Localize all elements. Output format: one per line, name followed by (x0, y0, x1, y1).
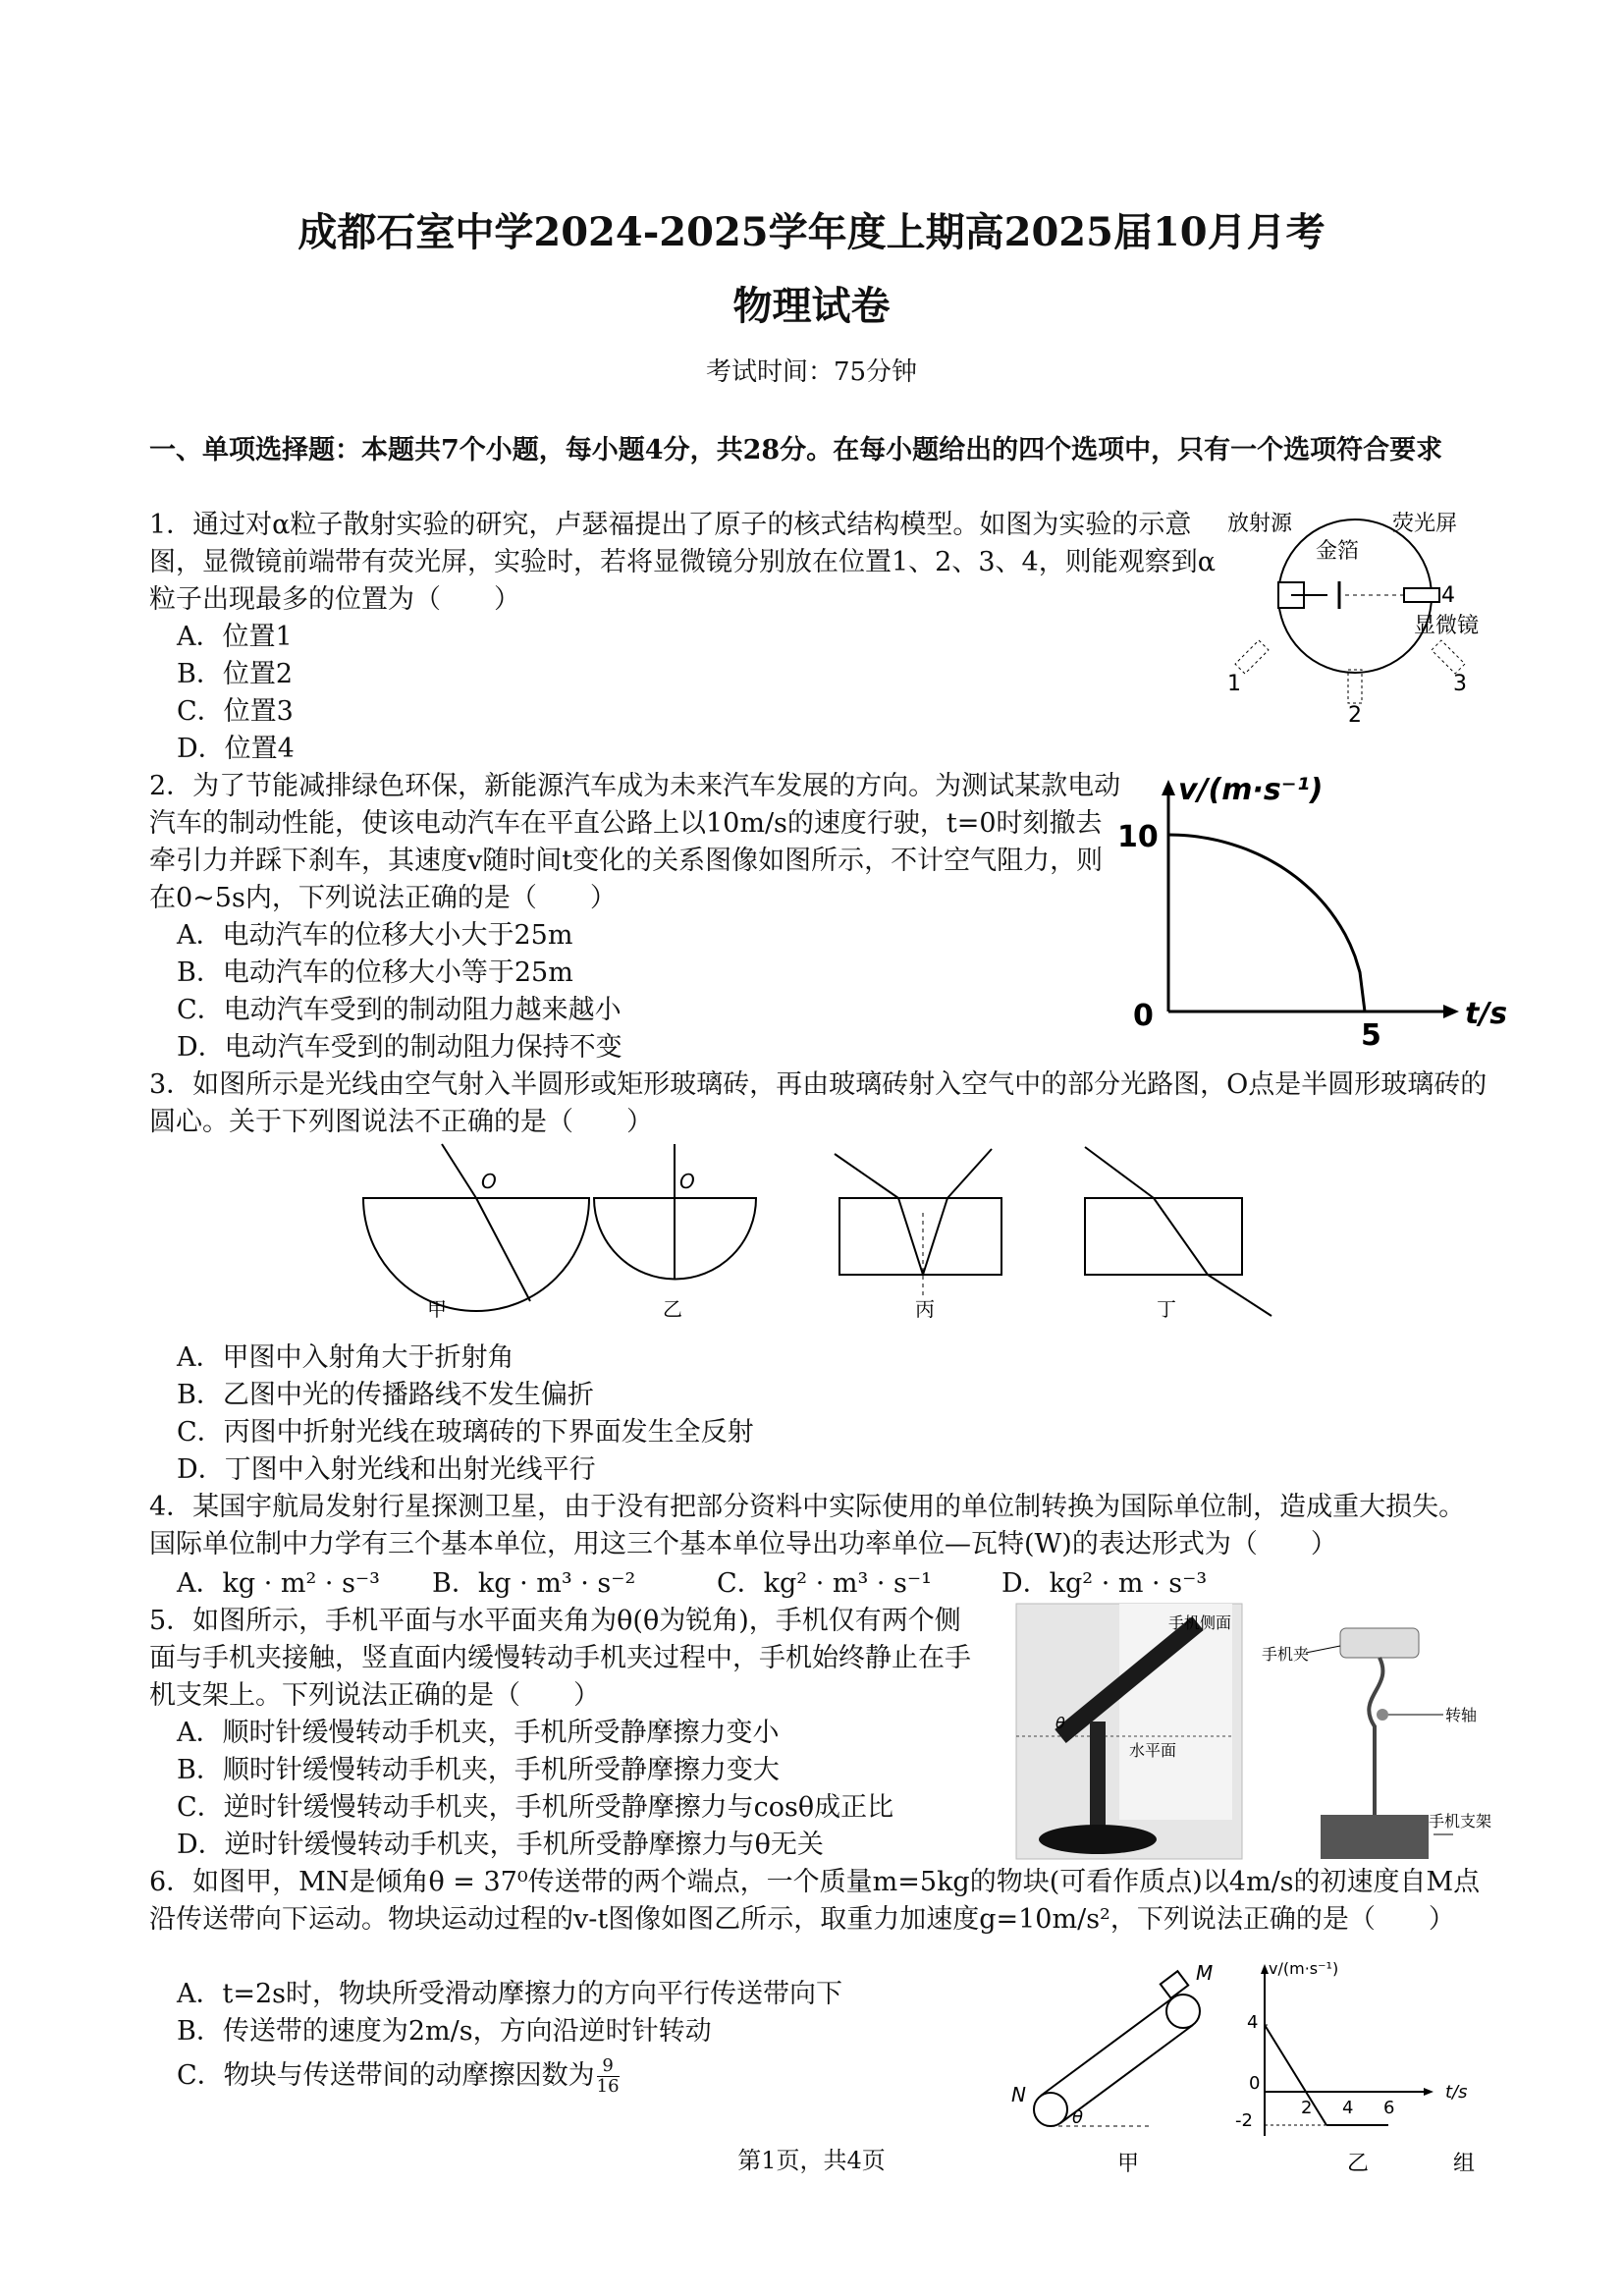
q1-microscope-1 (1235, 640, 1269, 674)
q6-y-arrow (1261, 1964, 1269, 1974)
q4-stem: 4．某国宇航局发射行星探测卫星，由于没有把部分资料中实际使用的单位制转换为国际单位制，造成重大损失。国际单位制中力学有三个基本单位，用这三个基本单位导出功率单位—瓦特(W)的表达形式为（ ） (149, 1492, 1466, 1559)
q3-bing-incident (835, 1154, 898, 1198)
q6-stem: 6．如图甲，MN是倾角θ = 37⁰传送带的两个端点，一个质量m=5kg的物块(可看作质点)以4m/s的初速度自M点沿传送带向下运动。物块运动过程的v-t图像如图乙所示，取重力加速度g=10m/s²，下列说法正确的是（ ） (149, 1867, 1481, 1935)
q6-caption-yi: 乙 (1347, 2152, 1370, 2176)
q5-option-b: B．顺时针缓慢转动手机夹，手机所受静摩擦力变大 (177, 1755, 780, 1785)
q1-option-c: C．位置3 (177, 696, 294, 727)
q1-figure (1217, 501, 1502, 727)
page-number: 第1页，共4页 (737, 2147, 886, 2174)
section-heading: 一、单项选择题：本题共7个小题，每小题4分，共28分。在每小题给出的四个选项中，只有一个选项符合要求 (149, 435, 1443, 465)
q5-clip (1340, 1628, 1419, 1658)
q3-figure-jia (363, 1144, 589, 1321)
q5-stem: 5．如图所示，手机平面与水平面夹角为θ(θ为锐角)，手机仅有两个侧面与手机夹接触，竖直面内缓慢转动手机夹过程中，手机始终静止在手机支架上。下列说法正确的是（ ） (149, 1606, 971, 1711)
q6-chart-ylabel: v/(m·s⁻¹) (1269, 1959, 1339, 1978)
q3-caption-ding: 丁 (1157, 1297, 1176, 1321)
q1-microscope-4 (1404, 588, 1439, 602)
q4-option-d: D．kg² · m · s⁻³ (1001, 1568, 1208, 1599)
q6-chart-ytop: 4 (1247, 2012, 1259, 2033)
q5-label-stand: 手机支架 (1429, 1812, 1492, 1831)
q5-label-clip: 手机夹 (1262, 1645, 1310, 1664)
q3-figure-yi (594, 1144, 756, 1321)
q6-chart-xtick-6: 6 (1383, 2098, 1395, 2118)
q3-jia-incident (442, 1144, 476, 1198)
q3-caption-bing: 丙 (915, 1297, 935, 1321)
q3-caption-yi: 乙 (663, 1297, 682, 1321)
q1-label-2: 2 (1348, 703, 1362, 728)
q2-origin-label: 0 (1133, 999, 1154, 1033)
q3-option-d: D．丁图中入射光线和出射光线平行 (177, 1454, 596, 1485)
q3-figures (344, 1139, 1306, 1336)
q6-fraction-num: 9 (597, 2056, 620, 2077)
q6-option-c (177, 2056, 620, 2097)
q3-ding-incident (1085, 1147, 1154, 1198)
page-title: 物理试卷 (732, 283, 891, 329)
q1-option-a: A．位置1 (177, 622, 293, 652)
q2-option-b: B．电动汽车的位移大小等于25m (177, 957, 573, 988)
q2-stem: 2．为了节能减排绿色环保，新能源汽车成为未来汽车发展的方向。为测试某款电动汽车的制动性能，使该电动汽车在平直公路上以10m/s的速度行驶，t=0时刻撤去牵引力并踩下刹车，其速度v随时间t变化的关系图像如图所示，不计空气阻力，则在0~5s内，下列说法正确的是（ ） (149, 771, 1121, 913)
q3-ding-inside (1154, 1198, 1208, 1275)
q5-label-axis: 转轴 (1445, 1706, 1478, 1724)
q3-yi-o: O (679, 1170, 695, 1193)
q5-stand-body (1321, 1815, 1429, 1859)
q6-caption-jia: 甲 (1117, 2152, 1140, 2176)
q6-chart-xtick-2: 2 (1301, 2098, 1313, 2118)
q4-option-c: C．kg² · m³ · s⁻¹ (717, 1568, 932, 1599)
exam-title: 成都石室中学2024-2025学年度上期高2025届10月月考 (298, 209, 1325, 255)
q1-stem: 1．通过对α粒子散射实验的研究，卢瑟福提出了原子的核式结构模型。如图为实验的示意图，显微镜前端带有荧光屏，实验时，若将显微镜分别放在位置1、2、3、4，则能观察到α粒子出现最多的位置为（ ） (149, 510, 1216, 615)
q2-v0-label: 10 (1117, 820, 1159, 854)
q5-photos (1011, 1599, 1502, 1864)
q6-x-arrow (1424, 2088, 1434, 2096)
q1-label-1: 1 (1227, 672, 1241, 696)
q3-bing-reflected (923, 1198, 947, 1275)
q1-label-source: 放射源 (1227, 512, 1293, 536)
q5-label-horizontal: 水平面 (1129, 1741, 1177, 1760)
q3-option-a: A．甲图中入射角大于折射角 (177, 1342, 514, 1373)
q6-option-c-text: C．物块与传送带间的动摩擦因数为 (177, 2060, 595, 2091)
q5-option-a: A．顺时针缓慢转动手机夹，手机所受静摩擦力变小 (177, 1718, 780, 1748)
q1-option-d: D．位置4 (177, 734, 295, 764)
q1-label-foil: 金箔 (1316, 539, 1360, 564)
q6-option-b: B．传送带的速度为2m/s，方向沿逆时针转动 (177, 2016, 712, 2047)
q4-option-a: A．kg · m² · s⁻³ (177, 1568, 380, 1599)
q3-bing-refracted (898, 1198, 923, 1275)
q2-x-arrow (1443, 1005, 1459, 1018)
q6-label-m: M (1196, 1961, 1214, 1985)
q5-option-d: D．逆时针缓慢转动手机夹，手机所受静摩擦力与θ无关 (177, 1830, 824, 1860)
q2-t-end-label: 5 (1361, 1018, 1381, 1053)
q6-option-a: A．t=2s时，物块所受滑动摩擦力的方向平行传送带向下 (177, 1979, 843, 2009)
q6-label-theta: θ (1072, 2107, 1084, 2128)
q5-stand-neck (1369, 1658, 1382, 1825)
q6-fraction (597, 2056, 620, 2097)
q1-label-screen: 荧光屏 (1392, 512, 1458, 536)
q3-stem: 3．如图所示是光线由空气射入半圆形或矩形玻璃砖，再由玻璃砖射入空气中的部分光路图，O点是半圆形玻璃砖的圆心。关于下列图说法不正确的是（ ） (149, 1069, 1488, 1137)
q6-fraction-den: 16 (596, 2076, 620, 2097)
q5-stand-pole (1090, 1722, 1106, 1830)
q5-option-c: C．逆时针缓慢转动手机夹，手机所受静摩擦力与cosθ成正比 (177, 1792, 894, 1823)
q4-option-b: B．kg · m³ · s⁻² (432, 1568, 636, 1599)
q2-option-d: D．电动汽车受到的制动阻力保持不变 (177, 1032, 622, 1063)
q1-label-3: 3 (1453, 672, 1467, 696)
q2-series-curve (1168, 835, 1365, 1011)
q6-belt-top (1041, 1997, 1173, 2096)
q3-figure-ding (1085, 1147, 1271, 1321)
q1-label-4: 4 (1441, 583, 1455, 608)
q6-series-decel (1265, 2025, 1326, 2125)
q6-chart-origin: 0 (1249, 2073, 1261, 2094)
q3-bing-exit (947, 1149, 992, 1198)
q5-clip-pointer (1306, 1646, 1340, 1653)
q2-x-label: t/s (1465, 997, 1508, 1031)
q3-jia-o: O (481, 1170, 497, 1193)
q2-option-a: A．电动汽车的位移大小大于25m (177, 920, 573, 951)
q5-label-theta: θ (1055, 1714, 1065, 1732)
q6-chart-ybottom: -2 (1235, 2110, 1253, 2131)
q3-option-b: B．乙图中光的传播路线不发生偏折 (177, 1380, 594, 1410)
q3-ding-rect (1085, 1198, 1242, 1275)
exam-time: 考试时间：75分钟 (705, 357, 918, 387)
q1-microscope-2 (1348, 670, 1362, 703)
q1-microscope-3 (1432, 640, 1465, 674)
q3-jia-refracted (476, 1198, 530, 1301)
q5-label-side: 手机侧面 (1168, 1613, 1232, 1632)
q2-vt-chart (1109, 766, 1508, 1061)
q3-ding-exit (1208, 1275, 1271, 1316)
q3-bing-rect (839, 1198, 1001, 1275)
q1-option-b: B．位置2 (177, 659, 294, 689)
q5-stand-base (1039, 1825, 1157, 1854)
q1-label-microscope: 显微镜 (1414, 614, 1480, 638)
q6-chart-xtick-4: 4 (1342, 2098, 1354, 2118)
q3-caption-jia: 甲 (427, 1297, 447, 1321)
q6-chart-xlabel: t/s (1445, 2082, 1468, 2103)
q2-y-label: v/(m·s⁻¹) (1178, 773, 1324, 807)
q6-label-n: N (1011, 2083, 1026, 2106)
q3-jia-semicircle (363, 1198, 589, 1311)
q6-trailing-text: 组 (1453, 2152, 1476, 2176)
q3-option-c: C．丙图中折射光线在玻璃砖的下界面发生全反射 (177, 1417, 754, 1448)
q2-y-arrow (1162, 780, 1175, 795)
q3-figure-bing (835, 1149, 1001, 1321)
q5-axis-dot (1377, 1709, 1388, 1721)
q2-option-c: C．电动汽车受到的制动阻力越来越小 (177, 995, 622, 1025)
